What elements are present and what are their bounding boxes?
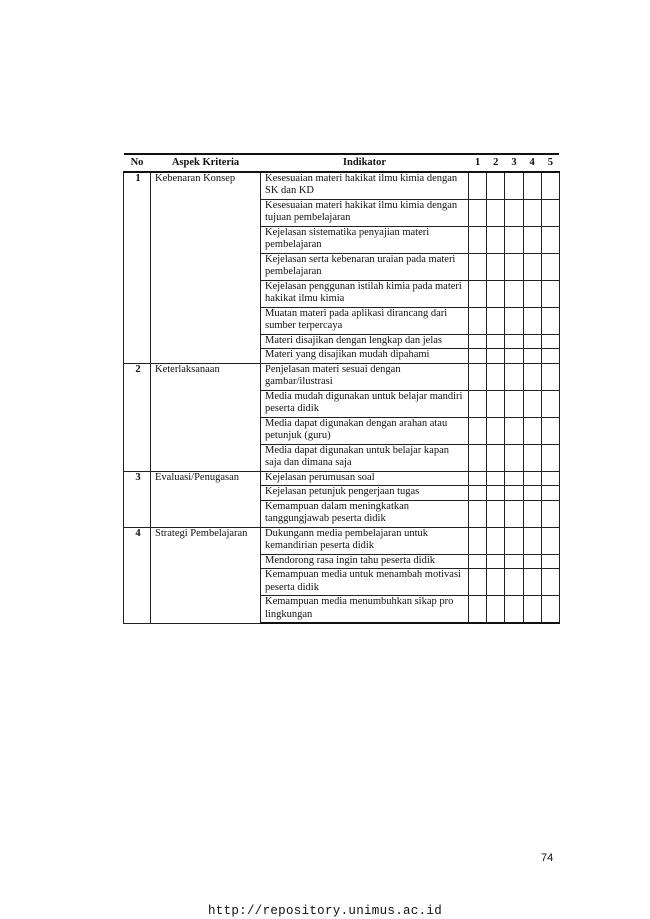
score-2-cell[interactable]: [487, 471, 505, 486]
score-5-cell[interactable]: [541, 280, 559, 307]
header-no: No: [124, 154, 151, 172]
score-1-cell[interactable]: [469, 554, 487, 569]
aspek-kriteria-cell: [151, 253, 261, 280]
aspek-kriteria-cell: [151, 444, 261, 471]
header-score-4: 4: [523, 154, 541, 172]
table-row: [124, 226, 560, 253]
indikator-cell: Kejelasan serta kebenaran uraian pada materi pembelajaran: [261, 253, 469, 280]
indikator-cell: Kejelasan sistematika penyajian materi pembelajaran: [261, 226, 469, 253]
score-2-cell[interactable]: [487, 390, 505, 417]
score-5-cell[interactable]: [541, 527, 559, 554]
score-2-cell[interactable]: [487, 307, 505, 334]
indikator-cell: Dukungann media pembelajaran untuk kemandirian peserta didik: [261, 527, 469, 554]
score-3-cell[interactable]: [505, 444, 523, 471]
indikator-cell: Media mudah digunakan untuk belajar mandiri peserta didik: [261, 390, 469, 417]
table-row: [124, 444, 560, 471]
table-row: [124, 172, 560, 200]
score-2-cell[interactable]: [487, 486, 505, 501]
indikator-cell: Materi yang disajikan mudah dipahami: [261, 349, 469, 364]
score-4-cell[interactable]: [523, 500, 541, 527]
table-row: [124, 417, 560, 444]
score-4-cell[interactable]: [523, 486, 541, 501]
score-1-cell[interactable]: [469, 417, 487, 444]
indikator-cell: Muatan materi pada aplikasi dirancang dari sumber terpercaya: [261, 307, 469, 334]
row-number: [124, 280, 151, 307]
aspek-kriteria-cell: Kebenaran Konsep: [151, 172, 261, 200]
score-2-cell[interactable]: [487, 253, 505, 280]
score-4-cell[interactable]: [523, 471, 541, 486]
assessment-table-container: [123, 153, 559, 624]
table-row: [124, 199, 560, 226]
indikator-cell: Kemampuan media untuk menambah motivasi peserta didik: [261, 569, 469, 596]
score-4-cell[interactable]: [523, 307, 541, 334]
header-score-3: 3: [505, 154, 523, 172]
table-row: [124, 527, 560, 554]
row-number: [124, 554, 151, 569]
score-5-cell[interactable]: [541, 471, 559, 486]
row-number: [124, 390, 151, 417]
indikator-cell: Kemampuan dalam meningkatkan tanggungjawab peserta didik: [261, 500, 469, 527]
score-1-cell[interactable]: [469, 486, 487, 501]
aspek-kriteria-cell: [151, 199, 261, 226]
score-3-cell[interactable]: [505, 527, 523, 554]
score-4-cell[interactable]: [523, 444, 541, 471]
score-2-cell[interactable]: [487, 569, 505, 596]
header-score-2: 2: [487, 154, 505, 172]
score-1-cell[interactable]: [469, 199, 487, 226]
score-2-cell[interactable]: [487, 554, 505, 569]
table-row: [124, 363, 560, 390]
table-row: [124, 307, 560, 334]
table-row: [124, 569, 560, 596]
table-row: [124, 596, 560, 624]
score-5-cell[interactable]: [541, 554, 559, 569]
score-5-cell[interactable]: [541, 199, 559, 226]
row-number: 3: [124, 471, 151, 486]
score-1-cell[interactable]: [469, 172, 487, 200]
score-3-cell[interactable]: [505, 199, 523, 226]
indikator-cell: Penjelasan materi sesuai dengan gambar/ilustrasi: [261, 363, 469, 390]
aspek-kriteria-cell: [151, 349, 261, 364]
header-aspek-kriteria: Aspek Kriteria: [151, 154, 261, 172]
aspek-kriteria-cell: Keterlaksanaan: [151, 363, 261, 390]
score-1-cell[interactable]: [469, 569, 487, 596]
score-3-cell[interactable]: [505, 569, 523, 596]
indikator-cell: Kejelasan perumusan soal: [261, 471, 469, 486]
score-5-cell[interactable]: [541, 307, 559, 334]
table-row: [124, 486, 560, 501]
score-4-cell[interactable]: [523, 363, 541, 390]
row-number: [124, 596, 151, 624]
table-row: [124, 500, 560, 527]
score-5-cell[interactable]: [541, 363, 559, 390]
aspek-kriteria-cell: [151, 569, 261, 596]
indikator-cell: Kemampuan media menumbuhkan sikap pro lingkungan: [261, 596, 469, 624]
score-2-cell[interactable]: [487, 500, 505, 527]
score-5-cell[interactable]: [541, 486, 559, 501]
aspek-kriteria-cell: [151, 417, 261, 444]
score-5-cell[interactable]: [541, 444, 559, 471]
score-1-cell[interactable]: [469, 471, 487, 486]
row-number: [124, 199, 151, 226]
score-1-cell[interactable]: [469, 280, 487, 307]
aspek-kriteria-cell: [151, 554, 261, 569]
score-2-cell[interactable]: [487, 349, 505, 364]
aspek-kriteria-cell: [151, 334, 261, 349]
header-score-1: 1: [469, 154, 487, 172]
aspek-kriteria-cell: [151, 280, 261, 307]
row-number: [124, 486, 151, 501]
table-row: [124, 280, 560, 307]
score-2-cell[interactable]: [487, 199, 505, 226]
score-3-cell[interactable]: [505, 417, 523, 444]
score-5-cell[interactable]: [541, 172, 559, 200]
row-number: [124, 500, 151, 527]
row-number: 4: [124, 527, 151, 554]
score-4-cell[interactable]: [523, 349, 541, 364]
score-4-cell[interactable]: [523, 569, 541, 596]
row-number: 1: [124, 172, 151, 200]
score-4-cell[interactable]: [523, 253, 541, 280]
aspek-kriteria-cell: Evaluasi/Penugasan: [151, 471, 261, 486]
score-5-cell[interactable]: [541, 226, 559, 253]
header-indikator: Indikator: [261, 154, 469, 172]
score-3-cell[interactable]: [505, 226, 523, 253]
score-3-cell[interactable]: [505, 334, 523, 349]
indikator-cell: Kesesuaian materi hakikat ilmu kimia dengan SK dan KD: [261, 172, 469, 200]
table-header-row: [124, 154, 560, 172]
row-number: [124, 226, 151, 253]
indikator-cell: Kesesuaian materi hakikat ilmu kimia dengan tujuan pembelajaran: [261, 199, 469, 226]
score-4-cell[interactable]: [523, 172, 541, 200]
score-5-cell[interactable]: [541, 569, 559, 596]
score-3-cell[interactable]: [505, 554, 523, 569]
score-2-cell[interactable]: [487, 596, 505, 624]
aspek-kriteria-cell: Strategi Pembelajaran: [151, 527, 261, 554]
score-2-cell[interactable]: [487, 363, 505, 390]
score-3-cell[interactable]: [505, 253, 523, 280]
row-number: [124, 569, 151, 596]
score-4-cell[interactable]: [523, 554, 541, 569]
table-row: [124, 334, 560, 349]
score-5-cell[interactable]: [541, 334, 559, 349]
score-4-cell[interactable]: [523, 280, 541, 307]
row-number: [124, 253, 151, 280]
row-number: [124, 307, 151, 334]
score-3-cell[interactable]: [505, 307, 523, 334]
row-number: [124, 334, 151, 349]
score-3-cell[interactable]: [505, 363, 523, 390]
score-3-cell[interactable]: [505, 390, 523, 417]
score-3-cell[interactable]: [505, 500, 523, 527]
aspek-kriteria-cell: [151, 226, 261, 253]
score-3-cell[interactable]: [505, 280, 523, 307]
table-row: [124, 253, 560, 280]
score-5-cell[interactable]: [541, 596, 559, 624]
indikator-cell: Mendorong rasa ingin tahu peserta didik: [261, 554, 469, 569]
score-1-cell[interactable]: [469, 363, 487, 390]
aspek-kriteria-cell: [151, 500, 261, 527]
score-1-cell[interactable]: [469, 307, 487, 334]
table-row: [124, 349, 560, 364]
score-3-cell[interactable]: [505, 486, 523, 501]
score-3-cell[interactable]: [505, 172, 523, 200]
score-5-cell[interactable]: [541, 253, 559, 280]
indikator-cell: Media dapat digunakan untuk belajar kapan saja dan dimana saja: [261, 444, 469, 471]
page-number: 74: [541, 852, 554, 864]
score-3-cell[interactable]: [505, 471, 523, 486]
table-body: [124, 172, 560, 624]
score-2-cell[interactable]: [487, 417, 505, 444]
indikator-cell: Media dapat digunakan dengan arahan atau petunjuk (guru): [261, 417, 469, 444]
score-5-cell[interactable]: [541, 349, 559, 364]
score-5-cell[interactable]: [541, 417, 559, 444]
indikator-cell: Materi disajikan dengan lengkap dan jelas: [261, 334, 469, 349]
score-1-cell[interactable]: [469, 596, 487, 624]
score-3-cell[interactable]: [505, 349, 523, 364]
footer-url: http://repository.unimus.ac.id: [207, 904, 443, 918]
table-row: [124, 554, 560, 569]
score-1-cell[interactable]: [469, 334, 487, 349]
indikator-cell: Kejelasan penggunan istilah kimia pada materi hakikat ilmu kimia: [261, 280, 469, 307]
aspek-kriteria-cell: [151, 390, 261, 417]
score-3-cell[interactable]: [505, 596, 523, 624]
row-number: [124, 349, 151, 364]
assessment-table: [123, 153, 560, 624]
score-2-cell[interactable]: [487, 444, 505, 471]
score-1-cell[interactable]: [469, 253, 487, 280]
score-2-cell[interactable]: [487, 280, 505, 307]
row-number: [124, 417, 151, 444]
score-2-cell[interactable]: [487, 527, 505, 554]
score-2-cell[interactable]: [487, 226, 505, 253]
row-number: [124, 444, 151, 471]
score-4-cell[interactable]: [523, 596, 541, 624]
score-2-cell[interactable]: [487, 334, 505, 349]
score-1-cell[interactable]: [469, 527, 487, 554]
aspek-kriteria-cell: [151, 307, 261, 334]
aspek-kriteria-cell: [151, 486, 261, 501]
row-number: 2: [124, 363, 151, 390]
score-1-cell[interactable]: [469, 390, 487, 417]
score-4-cell[interactable]: [523, 334, 541, 349]
score-5-cell[interactable]: [541, 390, 559, 417]
indikator-cell: Kejelasan petunjuk pengerjaan tugas: [261, 486, 469, 501]
score-1-cell[interactable]: [469, 226, 487, 253]
score-1-cell[interactable]: [469, 349, 487, 364]
score-1-cell[interactable]: [469, 500, 487, 527]
table-row: [124, 471, 560, 486]
table-row: [124, 390, 560, 417]
score-4-cell[interactable]: [523, 226, 541, 253]
score-2-cell[interactable]: [487, 172, 505, 200]
score-4-cell[interactable]: [523, 199, 541, 226]
score-4-cell[interactable]: [523, 417, 541, 444]
header-score-5: 5: [541, 154, 559, 172]
aspek-kriteria-cell: [151, 596, 261, 624]
score-4-cell[interactable]: [523, 390, 541, 417]
score-4-cell[interactable]: [523, 527, 541, 554]
score-5-cell[interactable]: [541, 500, 559, 527]
score-1-cell[interactable]: [469, 444, 487, 471]
